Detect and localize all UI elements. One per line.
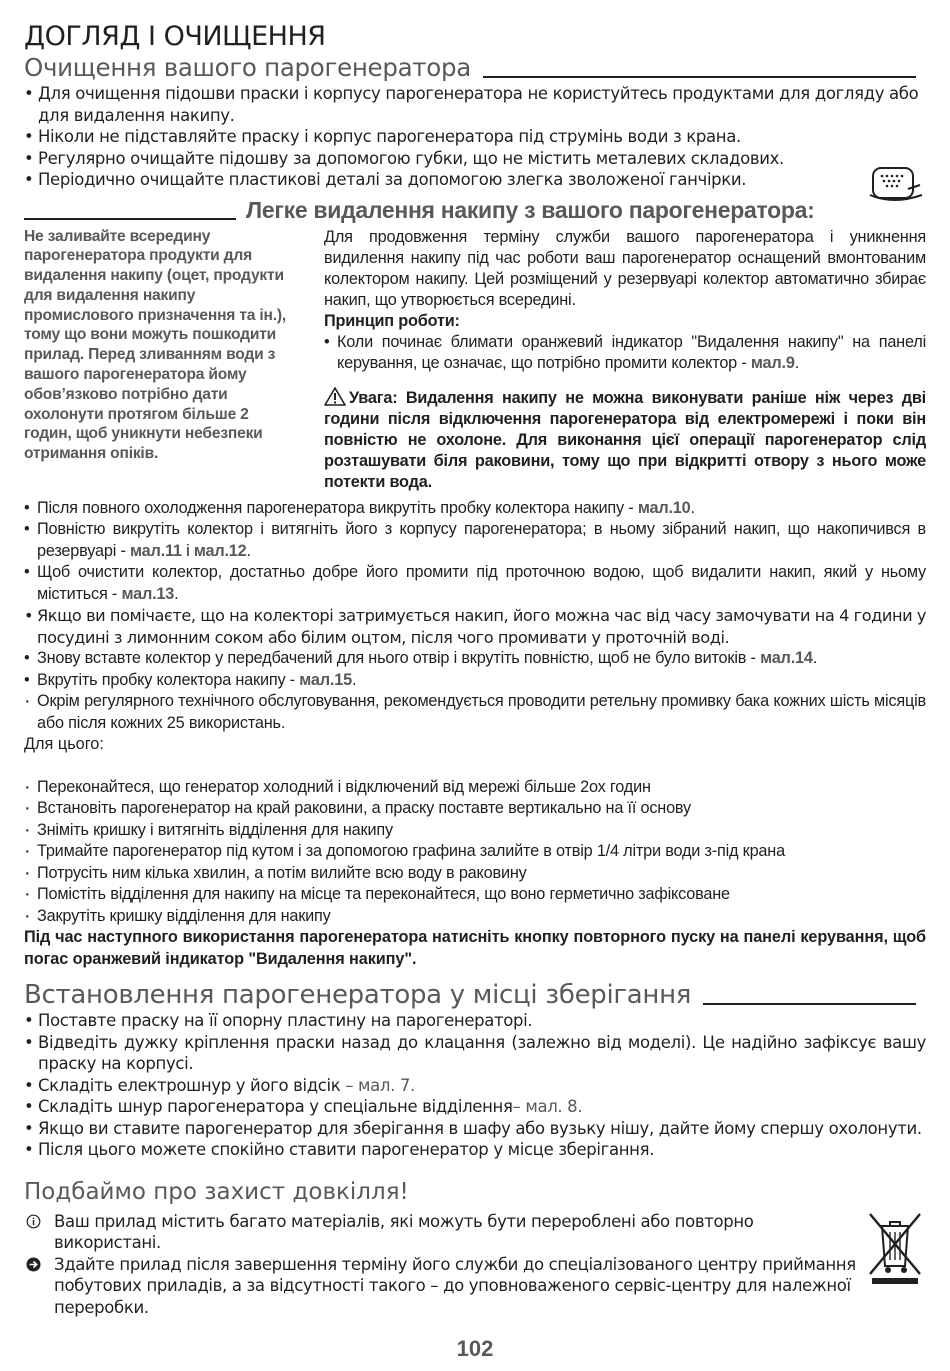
warning-block — [324, 387, 926, 494]
figure-ref: мал.9 — [750, 354, 795, 372]
list-item: · Зніміть кришку і витягніть відділення для накипу — [24, 820, 926, 842]
list-item — [24, 1096, 926, 1118]
section-heading-text: Встановлення парогенератора у місці зберігання — [24, 980, 692, 1011]
rinse-steps — [24, 777, 926, 928]
page-title: ДОГЛЯД І ОЧИЩЕННЯ — [24, 21, 326, 52]
list-item: • Ніколи не підставляйте праску і корпус парогенератора під струмінь води з крана. — [24, 126, 926, 148]
sidebar-warning: Не заливайте всередину парогенератора продукти для видалення накипу (оцет, продукти для видалення накипу промислового призначення та ін.), тому що вони можуть пошкодити прилад. Перед зливанням води з вашого парогенератора йому обов’язково потрібно дати охолонути протягом більше 2 годин, щоб уникнути небезпеки отримання опіків. — [24, 227, 286, 463]
descaling-steps — [24, 498, 926, 735]
cleaning-list — [24, 83, 926, 191]
list-item: • Якщо ви помічаєте, що на колекторі затримується накип, його можна час від часу замочувати на 4 години у посудині з лимонним соком або білим оцтом, після чого промивати у проточній воді. — [24, 605, 926, 648]
warning-label: Увага: — [349, 388, 398, 407]
section-heading-descaling — [24, 195, 926, 225]
heading-rule — [703, 1003, 916, 1005]
arrow-right-icon — [26, 1257, 41, 1272]
list-item-text: Складіть електрошнур у його відсік — [38, 1075, 346, 1095]
list-item-text: і — [181, 541, 194, 560]
section-heading-cleaning — [24, 53, 926, 83]
figure-ref: – мал. 7. — [345, 1075, 415, 1095]
list-item: • Після повного охолодження парогенератора викрутіть пробку колектора накипу - мал.10. — [24, 498, 926, 520]
principle-label: Принцип роботи: — [324, 311, 460, 330]
heading-rule — [24, 218, 236, 220]
figure-ref: мал.10 — [637, 498, 691, 517]
list-item-text: Вкрутіть пробку колектора накипу - — [37, 670, 300, 689]
figure-ref: мал.13 — [121, 584, 175, 603]
list-item-text: Після повного охолодження парогенератора викрутіть пробку колектора накипу - — [37, 498, 638, 517]
figure-ref: мал.12 — [193, 541, 247, 560]
principle-list — [324, 332, 926, 375]
list-item-text: Знову вставте колектор у передбачений для нього отвір і вкрутіть повністю, щоб не було витоків - — [37, 649, 761, 668]
section-heading-text: Очищення вашого парогенератора — [24, 53, 471, 82]
list-item: • Після цього можете спокійно ставити парогенератор у місце зберігання. — [24, 1139, 926, 1161]
list-item: · Переконайтеся, що генератор холодний і відключений від мережі більше 2ох годин — [24, 777, 926, 799]
reset-note: Під час наступного використання парогенератора натисніть кнопку повторного пуску на панелі керування, щоб погас оранжевий індикатор "Видалення накипу". — [24, 928, 926, 968]
descaling-intro: Для продовження терміну служби вашого парогенератора і уникнення видилення накипу під час роботи ваш парогенератор оснащений вмонтованим колектором накипу. Цей розміщений у резервуарі колектор автоматично збирає накип, що утворюється всередині. — [324, 227, 926, 309]
figure-ref: мал.11 — [130, 541, 182, 560]
list-item-text: Повністю викрутіть колектор і витягніть його з корпусу парогенератора; в ньому зібраний накип, що накопичився в резервуарі - — [37, 520, 926, 560]
list-item: · Встановіть парогенератор на край раковини, а праску поставте вертикально на її основу — [24, 798, 926, 820]
descaling-main — [324, 227, 926, 494]
storage-list — [24, 1010, 926, 1161]
list-item: • Якщо ви ставите парогенератор для зберігання в шафу або вузьку нішу, дайте йому спершу охолонути. — [24, 1118, 926, 1140]
list-item: • Щоб очистити колектор, достатньо добре його промити під проточною водою, щоб видалити накип, який у ньому міститься - мал.13. — [24, 562, 926, 605]
list-item: • Знову вставте колектор у передбачений для нього отвір і вкрутіть повністю, щоб не було витоків - мал.14. — [24, 648, 926, 670]
list-item: • Коли починає блимати оранжевий індикатор "Видалення накипу" на панелі керування, це означає, що потрібно промити колектор - мал.9. — [324, 332, 926, 375]
list-item: · Закрутіть кришку відділення для накипу — [24, 906, 926, 928]
list-item: · Окрім регулярного технічного обслуговування, рекомендується проводити ретельну промивку бака кожних шість місяців або після кожних 25 використань. — [24, 691, 926, 734]
list-item-text: Ваш прилад містить багато матеріалів, які можуть бути перероблені або повторно використані. — [54, 1211, 754, 1253]
list-item-text: Щоб очистити колектор, достатньо добре його промити під проточною водою, щоб видалити накип, який у ньому міститься - — [37, 563, 926, 603]
list-item-text: Здайте прилад після завершення терміну його служби до спеціалізованого центру приймання побутових приладів, а за відсутності такого – до уповноваженого сервіс-центру для належної переробки. — [54, 1254, 856, 1317]
list-item: • Періодично очищайте пластикові деталі за допомогою злегка зволоженої ганчірки. — [24, 169, 926, 191]
list-item-text: Коли починає блимати оранжевий індикатор "Видалення накипу" на панелі керування, це означає, що потрібно промити колектор - — [337, 332, 926, 372]
warning-triangle-icon — [324, 387, 346, 406]
environment-list — [24, 1211, 860, 1319]
list-item: • Для очищення підошви праски і корпусу парогенератора не користуйтесь продуктами для догляду або для видалення накипу. — [24, 83, 926, 126]
list-item — [24, 1254, 860, 1319]
for-this-label: Для цього: — [24, 735, 104, 754]
section-heading-text: Легке видалення накипу з вашого парогенератора: — [246, 196, 815, 223]
figure-ref: – мал. 8. — [512, 1097, 583, 1117]
list-item: • Регулярно очищайте підошву за допомогою губки, що не містить металевих складових. — [24, 148, 926, 170]
heading-rule — [483, 76, 916, 78]
page-number: 102 — [456, 1336, 494, 1361]
list-item: · Потрусіть ним кілька хвилин, а потім вилийте всю воду в раковину — [24, 863, 926, 885]
recycle-info-icon — [26, 1214, 41, 1229]
list-item: • Повністю викрутіть колектор і витягніть його з корпусу парогенератора; в ньому зібраний накип, що накопичився в резервуарі - мал.11 і мал.12. — [24, 519, 926, 562]
figure-ref: мал.15 — [299, 670, 352, 689]
descaling-columns — [24, 227, 926, 494]
figure-ref: мал.14 — [760, 649, 813, 668]
list-item: · Тримайте парогенератор під кутом і за допомогою графина залийте в отвір 1/4 літри води з-під крана — [24, 841, 926, 863]
warning-text: Видалення накипу не можна виконувати раніше ніж через дві години після відключення парогенератора від електромережі і поки він повністю не охолоне. Для виконання цієї операції парогенератор слід розташувати біля раковини, тому що при відкритті отвору з нього може потекти вода. — [324, 388, 926, 492]
list-item: • Поставте праску на її опорну пластину на парогенераторі. — [24, 1010, 926, 1032]
list-item: · Помістіть відділення для накипу на місце та переконайтеся, що воно герметично зафіксоване — [24, 884, 926, 906]
list-item: • Відведіть дужку кріплення праски назад до клацання (залежно від моделі). Це надійно зафіксує вашу праску на корпусі. — [24, 1032, 926, 1075]
list-item: • Вкрутіть пробку колектора накипу - мал.15. — [24, 670, 926, 692]
descaling-section — [24, 195, 926, 494]
steam-iron-soleplate-icon — [868, 165, 924, 207]
list-item-text: Складіть шнур парогенератора у спеціальне відділення — [38, 1097, 513, 1117]
section-heading-storage — [24, 980, 926, 1010]
list-item — [24, 1211, 860, 1254]
document-page — [24, 20, 926, 1318]
section-heading-environment: Подбаймо про захист довкілля! — [24, 1178, 409, 1205]
list-item — [24, 1075, 926, 1097]
weee-crossed-bin-icon — [866, 1208, 924, 1286]
